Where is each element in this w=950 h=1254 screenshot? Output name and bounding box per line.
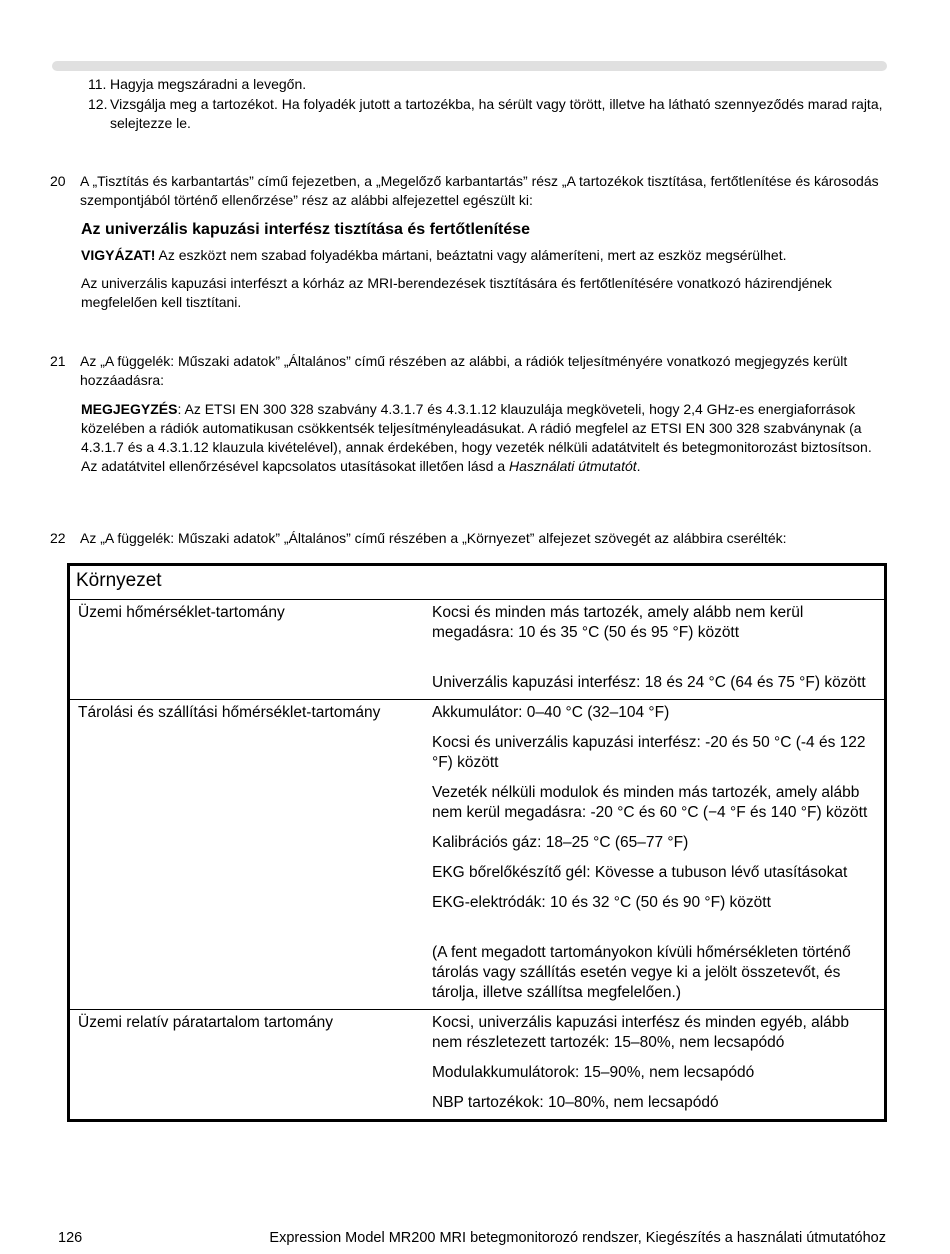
- row-values: [424, 700, 886, 1010]
- value-line: Kocsi és minden más tartozék, amely alább nem kerül megadásra: 10 és 35 °C (50 és 95 °F) között: [432, 604, 804, 641]
- cleaning-steps-list: [88, 75, 888, 134]
- change-item-21: [50, 352, 890, 476]
- section-heading: Az univerzális kapuzási interfész tisztítása és fertőtlenítése: [81, 221, 531, 238]
- step-number: 11.: [88, 76, 107, 92]
- change-item-22: [50, 529, 890, 548]
- list-item: [88, 75, 888, 94]
- item-number: 22: [50, 530, 66, 546]
- table-row: [69, 700, 886, 1010]
- header-rule: [52, 61, 887, 71]
- note-label: MEGJEGYZÉS: [81, 401, 178, 417]
- item-number: 21: [50, 353, 66, 369]
- change-item-20: [50, 172, 890, 312]
- table-row: [69, 1010, 886, 1121]
- value-line: EKG bőrelőkészítő gél: Kövesse a tubuson lévő utasításokat: [432, 864, 848, 881]
- note-paragraph: [81, 400, 890, 476]
- page-footer: [58, 1229, 886, 1248]
- item-intro: Az „A függelék: Műszaki adatok” „Általános” című részében a „Környezet” alfejezet szövegét az alábbira cserélték:: [80, 530, 787, 546]
- value-line: Akkumulátor: 0–40 °C (32–104 °F): [432, 704, 670, 721]
- body-paragraph: Az univerzális kapuzási interfészt a kórház az MRI-berendezések tisztítására és fertőtlenítésére vonatkozó házirendjének megfelelően kell tisztítani.: [81, 275, 832, 310]
- value-line: Modulakkumulátorok: 15–90%, nem lecsapódó: [432, 1064, 755, 1081]
- note-reference: Használati útmutatót: [509, 458, 637, 474]
- row-label: Üzemi relatív páratartalom tartomány: [69, 1010, 425, 1121]
- caution-paragraph: [81, 246, 890, 265]
- note-end: .: [636, 458, 641, 474]
- table-title: Környezet: [69, 565, 886, 600]
- item-number: 20: [50, 173, 66, 189]
- row-values: [424, 1010, 886, 1121]
- value-line: Vezeték nélküli modulok és minden más tartozék, amely alább nem kerül megadásra: -20 °C és 60 °C (−4 °F és 140 °F) között: [432, 784, 868, 821]
- item-intro: A „Tisztítás és karbantartás” című fejezetben, a „Megelőző karbantartás” rész „A tartozékok tisztítása, fertőtlenítése és károsodás szempontjából történő ellenőrzése” rész az alábbi alfejezettel egészült ki:: [80, 173, 879, 208]
- value-line: NBP tartozékok: 10–80%, nem lecsapódó: [432, 1094, 719, 1111]
- step-text: Vizsgálja meg a tartozékot. Ha folyadék jutott a tartozékba, ha sérült vagy törött, illetve ha látható szennyeződés marad rajta, selejtezze le.: [110, 96, 883, 131]
- value-line: EKG-elektródák: 10 és 32 °C (50 és 90 °F) között: [432, 894, 771, 911]
- note-text: : Az ETSI EN 300 328 szabvány 4.3.1.7 és 4.3.1.12 klauzulája megköveteli, hogy 2,4 GHz-es energiaforrások közelében a rádiók automatikusan csökkentsék teljesítményleadásukat. A rádió megfelel az ETSI EN 300 328 szabványnak (a 4.3.1.7 és a 4.3.1.12 klauzula kivételével), annak érdekében, hogy vezeték nélküli adatátvitelt és betegmonitorozást biztosítson. Az adatátvitel ellenőrzésével kapcsolatos utasításokat illetően lásd a: [81, 401, 872, 474]
- caution-text: Az eszközt nem szabad folyadékba mártani, beáztatni vagy alámeríteni, mert az eszköz megsérülhet.: [155, 247, 787, 263]
- page-number: 126: [58, 1230, 83, 1246]
- value-line: Kocsi, univerzális kapuzási interfész és minden egyéb, alább nem részletezett tartozék: 15–80%, nem lecsapódó: [432, 1014, 850, 1051]
- value-line: Kalibrációs gáz: 18–25 °C (65–77 °F): [432, 834, 689, 851]
- row-label: Üzemi hőmérséklet-tartomány: [69, 600, 425, 700]
- value-line: Univerzális kapuzási interfész: 18 és 24 °C (64 és 75 °F) között: [432, 674, 866, 691]
- row-values: [424, 600, 886, 700]
- row-label: Tárolási és szállítási hőmérséklet-tartomány: [69, 700, 425, 1010]
- item-intro: Az „A függelék: Műszaki adatok” „Általános” című részében az alábbi, a rádiók teljesítményére vonatkozó megjegyzés került hozzáadásra:: [80, 353, 848, 388]
- caution-label: VIGYÁZAT!: [81, 247, 156, 263]
- list-item: [88, 95, 888, 133]
- value-line: Kocsi és univerzális kapuzási interfész: -20 és 50 °C (-4 és 122 °F) között: [432, 734, 866, 771]
- step-number: 12.: [88, 96, 108, 112]
- step-text: Hagyja megszáradni a levegőn.: [110, 76, 307, 92]
- value-line: (A fent megadott tartományokon kívüli hőmérsékleten történő tárolás vagy szállítás esetén vegye ki a jelölt összetevőt, és tárolja, illetve szállítsa megfelelően.): [432, 944, 851, 1001]
- environment-table: [67, 563, 887, 1122]
- table-row: [69, 600, 886, 700]
- document-title: Expression Model MR200 MRI betegmonitorozó rendszer, Kiegészítés a használati útmutatóhoz: [269, 1230, 886, 1246]
